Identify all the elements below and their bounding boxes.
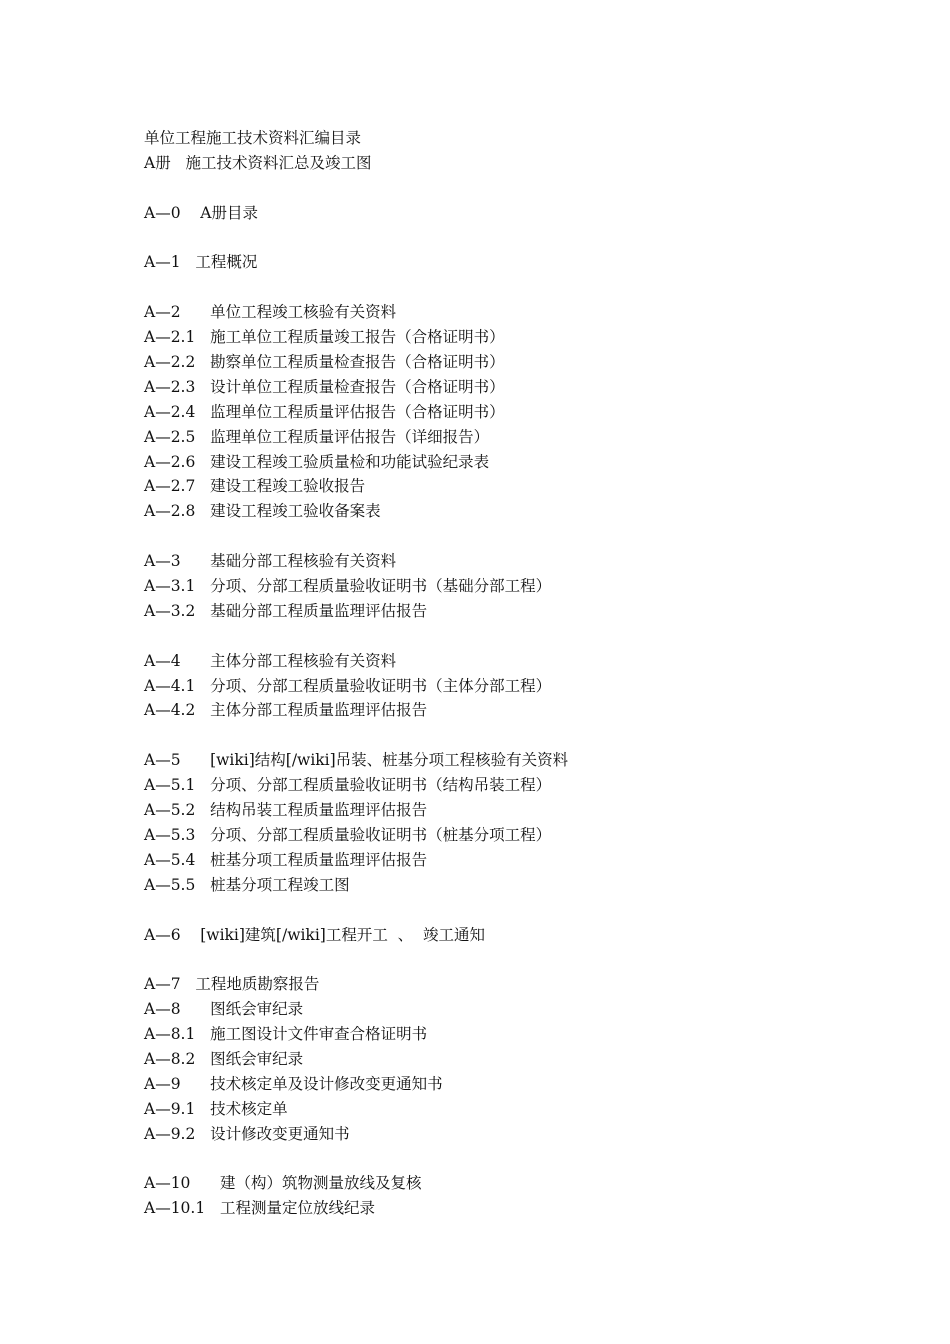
table-of-contents <box>144 201 904 1222</box>
spacer <box>144 275 904 300</box>
document-title: 单位工程施工技术资料汇编目录 <box>144 129 362 147</box>
spacer <box>144 723 904 748</box>
spacer <box>144 898 904 923</box>
toc-entry: A—2.5 监理单位工程质量评估报告（详细报告） <box>144 427 490 446</box>
spacer <box>144 947 904 972</box>
toc-entry: A—5.3 分项、分部工程质量验收证明书（桩基分项工程） <box>144 825 552 844</box>
toc-entry: A—8 图纸会审纪录 <box>144 1000 304 1019</box>
toc-entry: A—2.4 监理单位工程质量评估报告（合格证明书） <box>144 402 505 421</box>
toc-entry: A—2.6 建设工程竣工验质量检和功能试验纪录表 <box>144 452 490 471</box>
toc-entry: A—2.2 勘察单位工程质量检查报告（合格证明书） <box>144 353 505 372</box>
toc-entry: A—10 建（构）筑物测量放线及复核 <box>144 1174 422 1193</box>
spacer <box>144 226 904 251</box>
toc-entry: A—2.1 施工单位工程质量竣工报告（合格证明书） <box>144 328 505 347</box>
toc-entry: A—2.3 设计单位工程质量检查报告（合格证明书） <box>144 377 505 396</box>
toc-entry: A—2 单位工程竣工核验有关资料 <box>144 303 397 322</box>
toc-entry: A—9 技术核定单及设计修改变更通知书 <box>144 1074 443 1093</box>
toc-entry: A—8.2 图纸会审纪录 <box>144 1049 304 1068</box>
toc-entry: A—5.2 结构吊装工程质量监理评估报告 <box>144 801 428 820</box>
spacer <box>144 524 904 549</box>
toc-entry: A—5.5 桩基分项工程竣工图 <box>144 875 350 894</box>
toc-entry: A—5.4 桩基分项工程质量监理评估报告 <box>144 850 428 869</box>
toc-entry: A—0 A册目录 <box>144 203 258 222</box>
toc-entry: A—3.2 基础分部工程质量监理评估报告 <box>144 601 428 620</box>
toc-entry: A—3 基础分部工程核验有关资料 <box>144 552 397 571</box>
toc-entry: A—10.1 工程测量定位放线纪录 <box>144 1199 375 1218</box>
spacer <box>144 624 904 649</box>
toc-entry: A—1 工程概况 <box>144 253 258 272</box>
toc-entry: A—9.2 设计修改变更通知书 <box>144 1124 350 1143</box>
toc-entry: A—4 主体分部工程核验有关资料 <box>144 651 397 670</box>
toc-entry: A—2.7 建设工程竣工验收报告 <box>144 477 366 496</box>
toc-entry: A—3.1 分项、分部工程质量验收证明书（基础分部工程） <box>144 577 552 596</box>
volume-heading: A册 施工技术资料汇总及竣工图 <box>144 153 372 172</box>
toc-entry: A—8.1 施工图设计文件审查合格证明书 <box>144 1025 428 1044</box>
toc-entry: A—2.8 建设工程竣工验收备案表 <box>144 502 381 521</box>
toc-entry: A—9.1 技术核定单 <box>144 1099 288 1118</box>
toc-entry: A—7 工程地质勘察报告 <box>144 975 320 994</box>
document-body <box>144 126 904 1221</box>
toc-entry: A—4.2 主体分部工程质量监理评估报告 <box>144 701 428 720</box>
toc-entry: A—5 [wiki]结构[/wiki]吊装、桩基分项工程核验有关资料 <box>144 751 569 770</box>
spacer <box>144 176 904 201</box>
toc-entry: A—6 [wiki]建筑[/wiki]工程开工 、 竣工通知 <box>144 925 486 944</box>
toc-entry: A—5.1 分项、分部工程质量验收证明书（结构吊装工程） <box>144 776 552 795</box>
spacer <box>144 1147 904 1172</box>
toc-entry: A—4.1 分项、分部工程质量验收证明书（主体分部工程） <box>144 676 552 695</box>
